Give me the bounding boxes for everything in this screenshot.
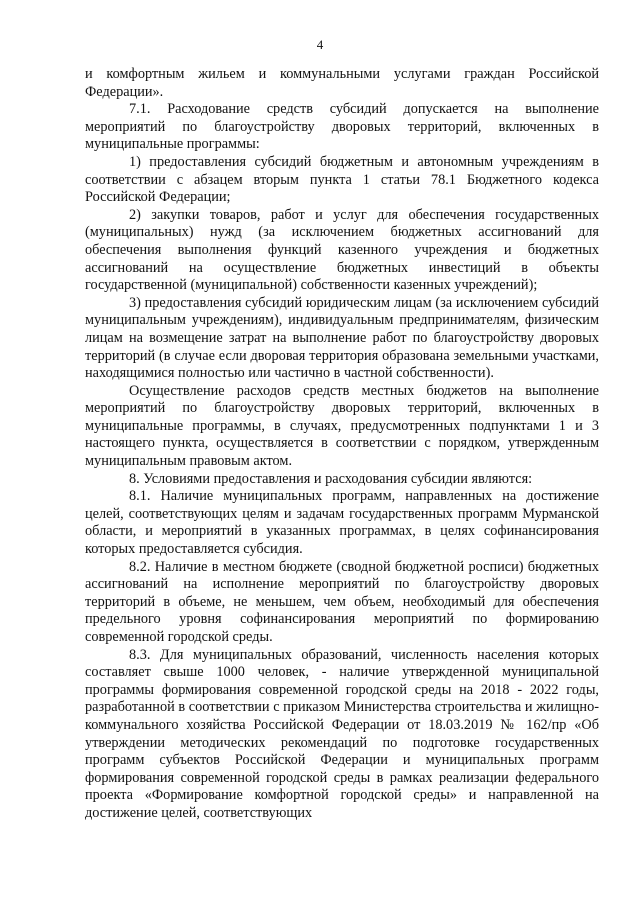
paragraph-8: 8. Условиями предоставления и расходования субсидии являются: — [129, 470, 533, 487]
paragraph-7-1-item-3: 3) предоставления субсидий юридическим лицам (за исключением субсидий муниципальным учреждениям), индивидуальным предпринимателям, физическим лицам на возмещение затрат на выполнение работ по благоустройству дворовых территорий (в случае если дворовая территория образована земельными участками, находящимися полностью или частично в частной собственности). — [85, 294, 599, 382]
page-number: 4 — [316, 37, 324, 52]
paragraph-8-1: 8.1. Наличие муниципальных программ, направленных на достижение целей, соответствующих целям и задачам государственных программ Мурманской области, и мероприятий в указанных программах, в целях софинансирования которых предоставляется субсидия. — [85, 488, 599, 558]
paragraph-local-budget-expenses: Осуществление расходов средств местных бюджетов на выполнение мероприятий по благоустройству дворовых территорий, включенных в муниципальные программы, в случаях, предусмотренных подпунктами 1 и 3 настоящего пункта, осуществляется в соответствии с порядком, утвержденным муниципальным правовым актом. — [85, 382, 599, 470]
paragraph-7-1-item-2: 2) закупки товаров, работ и услуг для обеспечения государственных (муниципальных) нужд (за исключением бюджетных ассигнований для обеспечения выполнения функций казенного учреждения и бюджетных ассигнований на осуществление бюджетных инвестиций в объекты государственной (муниципальной) собственности казенных учреждений); — [85, 206, 599, 294]
paragraph-7-1: 7.1. Расходование средств субсидий допускается на выполнение мероприятий по благоустройству дворовых территорий, включенных в муниципальные программы: — [85, 101, 599, 153]
paragraph-8-2: 8.2. Наличие в местном бюджете (сводной бюджетной росписи) бюджетных ассигнований на исполнение мероприятий по благоустройству дворовых территорий в объеме, не меньшем, чем объем, необходимый для обеспечения предельного уровня софинансирования мероприятий по формированию современной городской среды. — [85, 558, 599, 645]
paragraph-continuation: и комфортным жильем и коммунальными услугами граждан Российской Федерации». — [85, 66, 599, 100]
document-body — [85, 66, 599, 823]
paragraph-7-1-item-1: 1) предоставления субсидий бюджетным и автономным учреждениям в соответствии с абзацем вторым пункта 1 статьи 78.1 Бюджетного кодекса Российской Федерации; — [85, 153, 599, 206]
paragraph-8-3: 8.3. Для муниципальных образований, численность населения которых составляет свыше 1000 человек, - наличие утвержденной муниципальной программы формирования современной городской среды на 2018 - 2022 годы, разработанной в соответствии с приказом Министерства строительства и жилищно-коммунального хозяйства Российской Федерации от 18.03.2019 № 162/пр «Об утверждении методических рекомендаций по подготовке государственных программ субъектов Российской Федерации и муниципальных программ формирования современной городской среды в рамках реализации федерального проекта «Формирование комфортной городской среды» и направленной на достижение целей, соответствующих — [85, 646, 599, 821]
